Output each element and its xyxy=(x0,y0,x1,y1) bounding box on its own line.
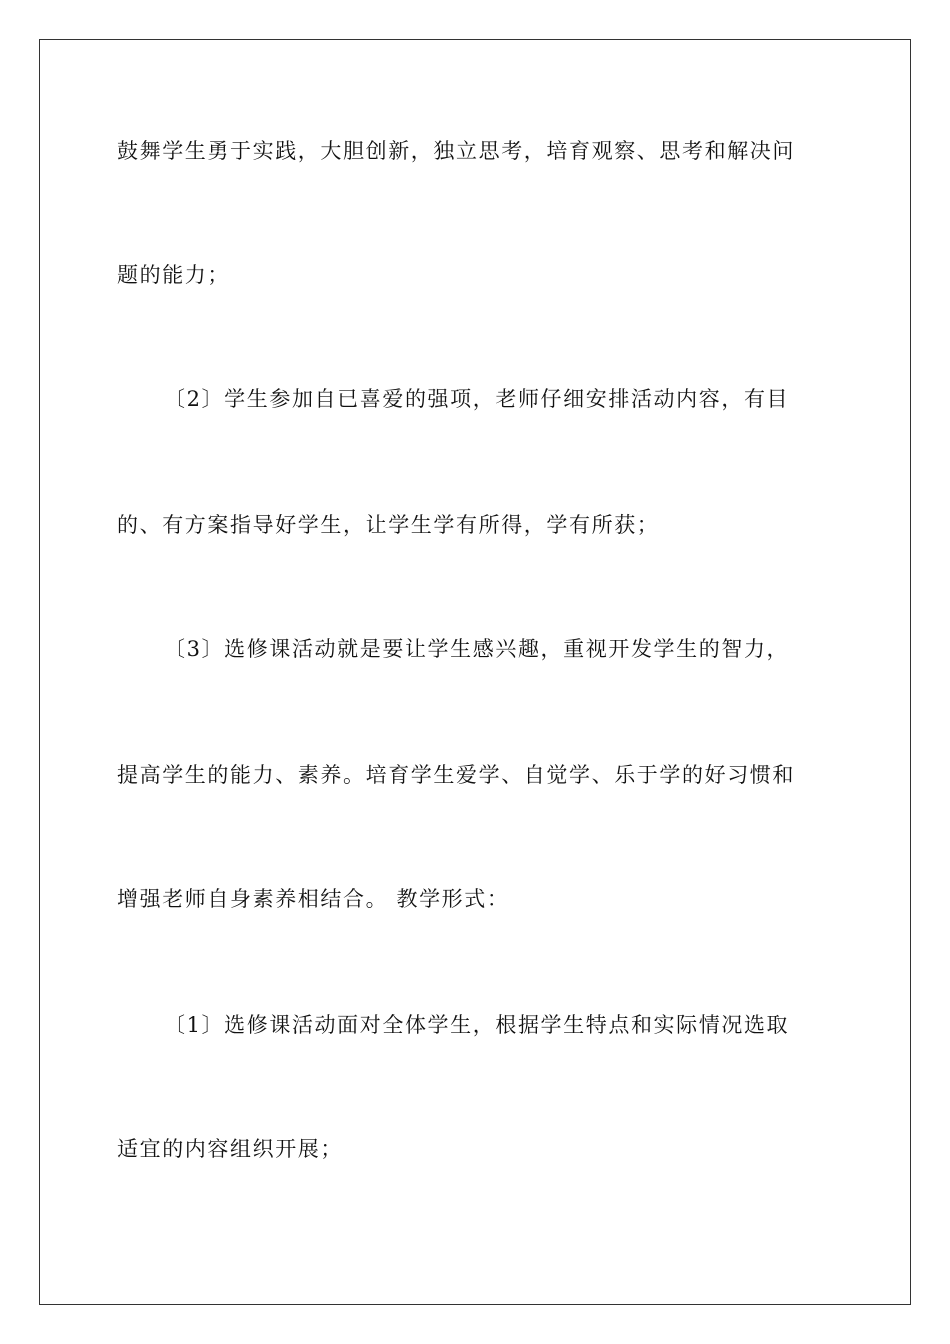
paragraph-line-9: 适宜的内容组织开展； xyxy=(117,1137,343,1161)
paragraph-line-4: 的、有方案指导好学生，让学生学有所得，学有所获； xyxy=(117,513,660,537)
paragraph-line-5: 〔3〕选修课活动就是要让学生感兴趣，重视开发学生的智力， xyxy=(164,637,790,661)
page-frame xyxy=(39,39,911,1305)
paragraph-line-2: 题的能力； xyxy=(117,263,230,287)
paragraph-line-3: 〔2〕学生参加自已喜爱的强项，老师仔细安排活动内容，有目 xyxy=(164,387,790,411)
paragraph-line-7: 增强老师自身素养相结合。 教学形式： xyxy=(117,887,510,911)
paragraph-line-8: 〔1〕选修课活动面对全体学生，根据学生特点和实际情况选取 xyxy=(164,1013,790,1037)
paragraph-line-1: 鼓舞学生勇于实践，大胆创新，独立思考，培育观察、思考和解决问 xyxy=(117,139,795,163)
paragraph-line-6: 提高学生的能力、素养。培育学生爱学、自觉学、乐于学的好习惯和 xyxy=(117,763,795,787)
